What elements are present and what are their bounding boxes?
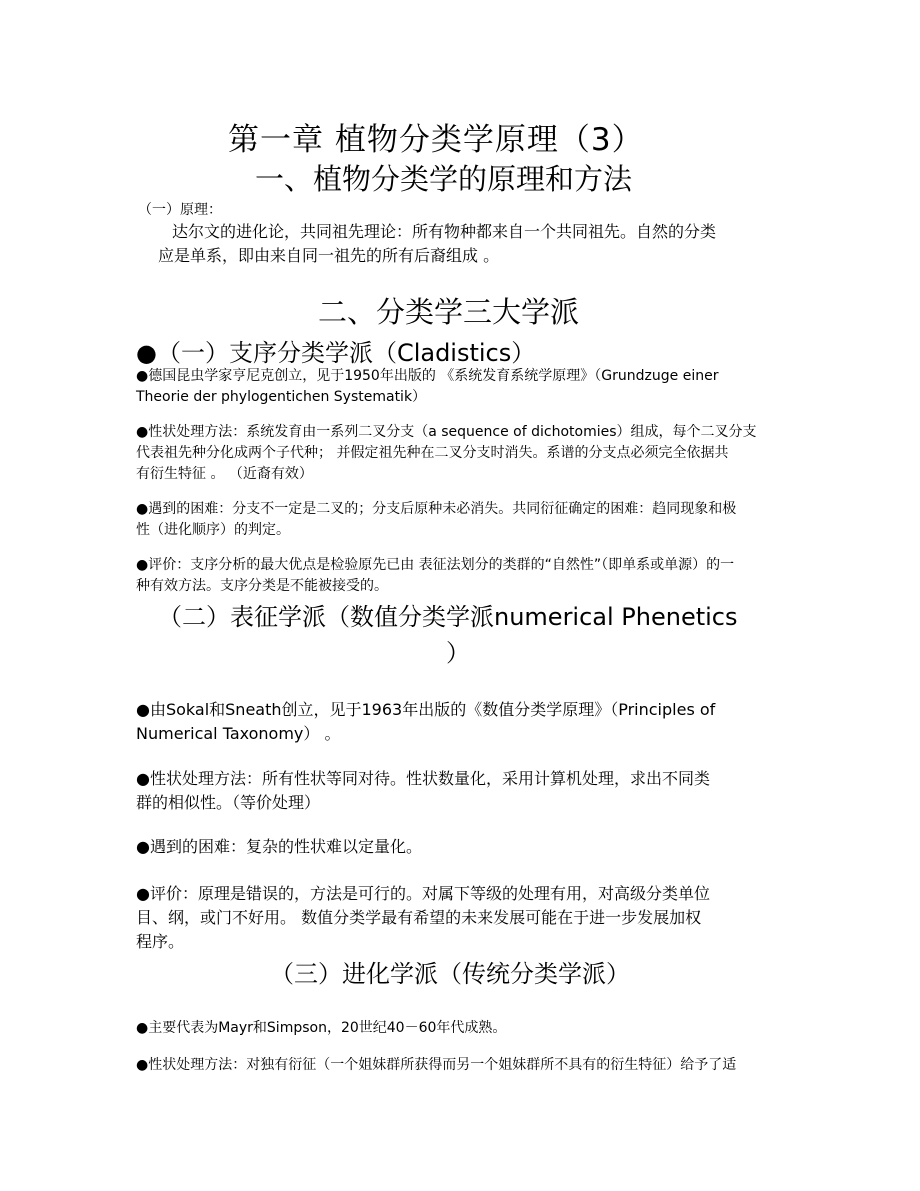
- evolutionary-p1-line1: ●主要代表为Mayr和Simpson，20世纪40－60年代成熟。: [136, 1020, 507, 1036]
- cladistics-p1-line2: Theorie der phylogentichen Systematik）: [136, 389, 427, 405]
- phenetics-heading-line1: （二）表征学派（数值分类学派numerical Phenetics: [158, 603, 738, 631]
- phenetics-heading-line2: ）: [446, 639, 470, 667]
- cladistics-p3-line2: 性（进化顺序）的判定。: [136, 522, 290, 538]
- phenetics-p4-line1: ●评价：原理是错误的，方法是可行的。对属下等级的处理有用，对高级分类单位: [136, 884, 710, 903]
- phenetics-p1-line1: ●由Sokal和Sneath创立，见于1963年出版的《数值分类学原理》（Principles of: [136, 700, 716, 719]
- principle-label: （一）原理：: [138, 202, 222, 218]
- section1-heading: 一、植物分类学的原理和方法: [255, 162, 633, 196]
- cladistics-p2-line1: ●性状处理方法：系统发育由一系列二叉分支（a sequence of dichotomies）组成，每个二叉分支: [136, 424, 757, 440]
- phenetics-p4-line2: 目、纲，或门不好用。 数值分类学最有希望的未来发展可能在于进一步发展加权: [136, 908, 702, 927]
- phenetics-p3-line1: ●遇到的困难：复杂的性状难以定量化。: [136, 837, 422, 856]
- phenetics-p4-line3: 程序。: [136, 932, 185, 951]
- principle-text-line1: 达尔文的进化论，共同祖先理论：所有物种都来自一个共同祖先。自然的分类: [172, 222, 717, 241]
- section2-heading: 二、分类学三大学派: [318, 295, 580, 329]
- cladistics-p2-line2: 代表祖先种分化成两个子代种； 并假定祖先种在二叉分支时消失。系谱的分支点必须完全依据共: [136, 445, 729, 461]
- cladistics-p4-line1: ●评价：支序分析的最大优点是检验原先已由 表征法划分的类群的“自然性”（即单系或单源）的一: [136, 557, 735, 573]
- cladistics-p2-line3: 有衍生特征 。 （近裔有效）: [136, 466, 313, 482]
- cladistics-heading: ●（一）支序分类学派（Cladistics）: [136, 339, 536, 367]
- cladistics-p4-line2: 种有效方法。支序分类是不能被接受的。: [136, 578, 388, 594]
- cladistics-p1-line1: ●德国昆虫学家亨尼克创立，见于1950年出版的 《系统发育系统学原理》（Grundzuge einer: [136, 368, 719, 384]
- cladistics-p3-line1: ●遇到的困难：分支不一定是二叉的；分支后原种未必消失。共同衍征确定的困难：趋同现象和极: [136, 501, 737, 517]
- page-title: 第一章 植物分类学原理（3）: [228, 122, 644, 158]
- principle-text-line2: 应是单系，即由来自同一祖先的所有后裔组成 。: [158, 246, 500, 265]
- phenetics-p1-line2: Numerical Taxonomy） 。: [136, 724, 341, 743]
- phenetics-p2-line2: 群的相似性。（等价处理）: [136, 793, 321, 812]
- evolutionary-heading: （三）进化学派（传统分类学派）: [270, 960, 630, 988]
- phenetics-p2-line1: ●性状处理方法：所有性状等同对待。性状数量化，采用计算机处理，求出不同类: [136, 769, 710, 788]
- evolutionary-p2-line1: ●性状处理方法：对独有衍征（一个姐妹群所获得而另一个姐妹群所不具有的衍生特征）给予了适: [136, 1057, 737, 1073]
